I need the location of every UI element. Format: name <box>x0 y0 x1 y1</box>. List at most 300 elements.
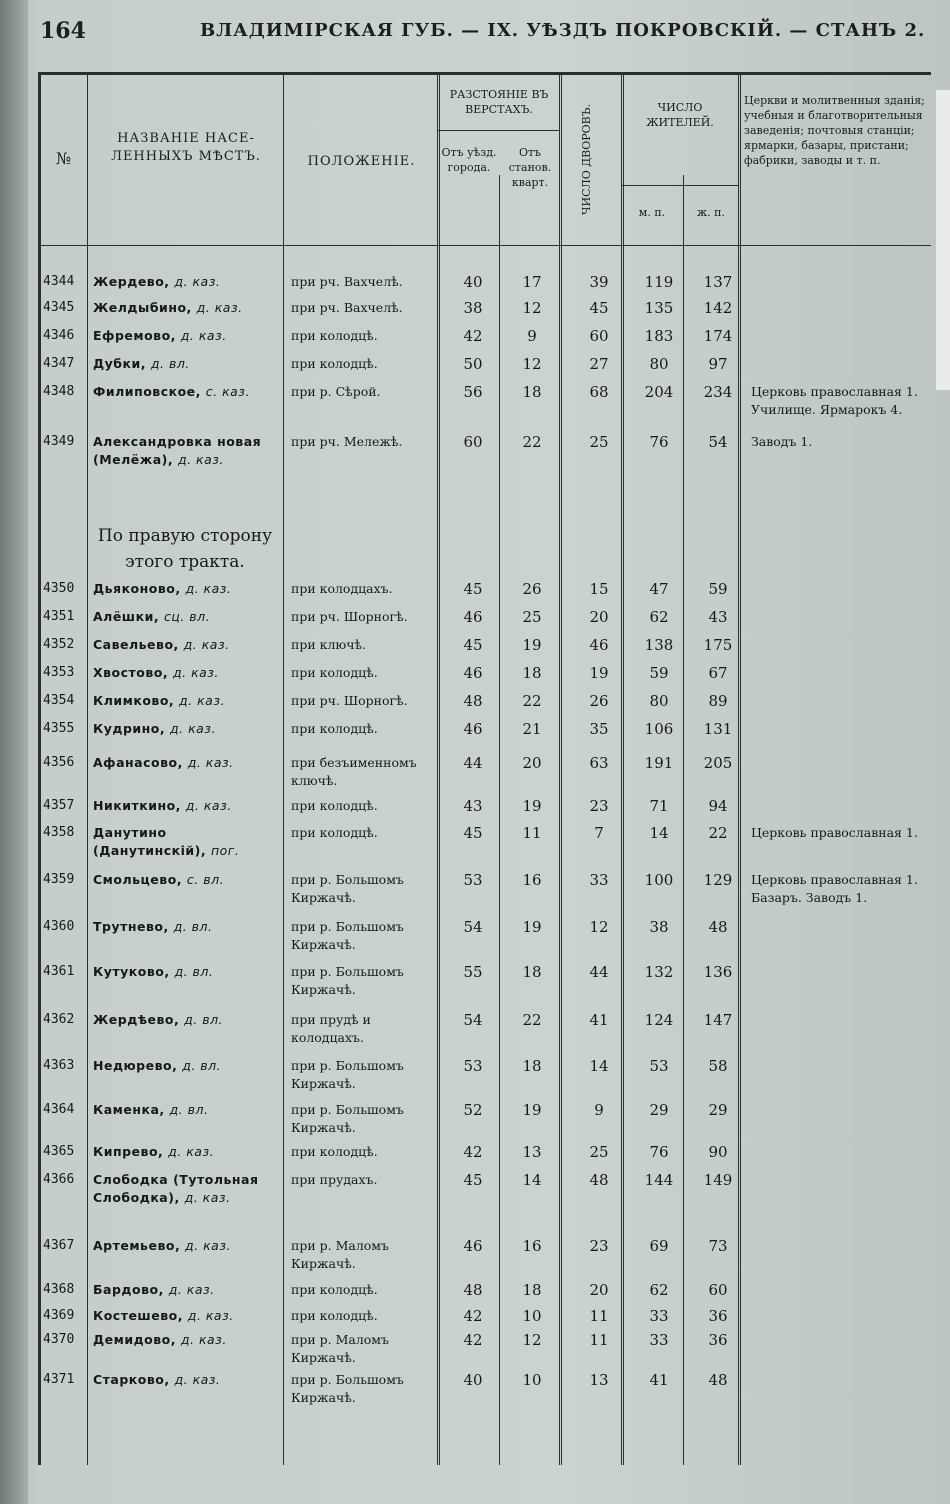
row-households: 9 <box>594 1101 604 1119</box>
row-name <box>93 327 273 345</box>
col-header-notes: Церкви и молитвенныя зданія; учебныя и благотворительныя заведенія; почтовыя станціи; ярмарки, базары, пристани; фабрики, заводы и т. п. <box>744 94 925 167</box>
settlement-name: Жердѣево, <box>93 1012 185 1027</box>
col-header-male: м. п. <box>638 206 666 219</box>
row-distance-city: 52 <box>463 1101 483 1119</box>
row-position: при р. Сѣрой. <box>291 384 381 399</box>
row-distance-stan: 13 <box>522 1143 542 1161</box>
row-distance-stan: 16 <box>522 1237 542 1255</box>
settlement-type: д. каз. <box>168 1282 215 1297</box>
row-distance-city: 38 <box>463 299 483 317</box>
row-number: 4358 <box>43 825 75 840</box>
row-male: 29 <box>649 1101 669 1119</box>
row-distance-city: 48 <box>463 692 483 710</box>
row-male: 38 <box>649 918 669 936</box>
row-name <box>93 1371 273 1389</box>
row-female: 234 <box>703 383 733 401</box>
row-notes: Церковь православная 1. Базаръ. Заводъ 1. <box>751 872 918 905</box>
subheader-rule <box>621 185 738 186</box>
row-number: 4361 <box>43 964 75 979</box>
row-distance-stan: 18 <box>522 1281 542 1299</box>
row-name <box>93 1171 273 1207</box>
row-female: 58 <box>708 1057 728 1075</box>
settlement-name: Жердево, <box>93 274 175 289</box>
col-header-position: ПОЛОЖЕНІЕ. <box>307 154 416 169</box>
row-households: 63 <box>589 754 609 772</box>
row-households: 14 <box>589 1057 609 1075</box>
row-position: при прудахъ. <box>291 1172 378 1187</box>
row-households: 20 <box>589 1281 609 1299</box>
row-name <box>93 299 273 317</box>
row-number: 4363 <box>43 1058 75 1073</box>
row-number: 4359 <box>43 872 75 887</box>
row-name <box>93 608 273 626</box>
settlement-type: д. каз. <box>179 693 225 708</box>
row-households: 23 <box>589 797 609 815</box>
settlement-type: д. вл. <box>150 356 190 371</box>
subheader-rule <box>437 130 559 131</box>
row-number: 4348 <box>43 384 75 399</box>
row-distance-city: 46 <box>463 720 483 738</box>
row-name <box>93 664 273 682</box>
row-position: при колодцѣ. <box>291 665 378 680</box>
row-number: 4364 <box>43 1102 75 1117</box>
row-notes: Заводъ 1. <box>751 434 813 449</box>
row-female: 90 <box>708 1143 728 1161</box>
row-number: 4350 <box>43 581 75 596</box>
row-name <box>93 824 273 860</box>
row-name <box>93 355 273 373</box>
settlement-name: Дьяконово, <box>93 581 186 596</box>
row-number: 4344 <box>43 274 75 289</box>
row-male: 62 <box>649 1281 669 1299</box>
row-male: 132 <box>644 963 674 981</box>
row-number: 4371 <box>43 1372 75 1387</box>
row-distance-stan: 17 <box>522 273 542 291</box>
col-header-distance: РАЗСТОЯНІЕ ВЪ ВЕРСТАХЪ. <box>449 88 549 116</box>
row-male: 33 <box>649 1331 669 1349</box>
row-distance-city: 54 <box>463 1011 483 1029</box>
settlement-type: д. каз. <box>180 328 227 343</box>
row-name <box>93 720 273 738</box>
row-distance-stan: 18 <box>522 963 542 981</box>
settlement-type: д. каз. <box>180 1332 227 1347</box>
row-male: 62 <box>649 608 669 626</box>
row-female: 89 <box>708 692 728 710</box>
settlement-name: Кипрево, <box>93 1144 169 1159</box>
row-distance-city: 50 <box>463 355 483 373</box>
row-households: 46 <box>589 636 609 654</box>
settlement-type: пог. <box>210 843 240 858</box>
settlement-name: Алёшки, <box>93 609 164 624</box>
row-female: 36 <box>708 1307 728 1325</box>
row-position: при р. Большомъ Киржачѣ. <box>291 919 404 952</box>
row-distance-city: 53 <box>463 871 483 889</box>
row-male: 47 <box>649 580 669 598</box>
row-female: 142 <box>703 299 733 317</box>
row-distance-city: 45 <box>463 1171 483 1189</box>
row-male: 135 <box>644 299 674 317</box>
settlement-name: Трутнево, <box>93 919 174 934</box>
settlement-name: Старково, <box>93 1372 175 1387</box>
row-distance-stan: 20 <box>522 754 542 772</box>
row-distance-stan: 19 <box>522 918 542 936</box>
settlement-type: д. каз. <box>168 1144 215 1159</box>
settlement-type: сц. вл. <box>163 609 211 624</box>
row-position: при колодцахъ. <box>291 581 393 596</box>
row-distance-city: 46 <box>463 608 483 626</box>
settlement-type: д. каз. <box>185 581 232 596</box>
row-male: 144 <box>644 1171 674 1189</box>
row-name <box>93 273 273 291</box>
row-female: 205 <box>703 754 733 772</box>
row-distance-stan: 14 <box>522 1171 542 1189</box>
row-name <box>93 797 273 815</box>
row-female: 67 <box>708 664 728 682</box>
settlement-type: с. каз. <box>205 384 250 399</box>
settlement-name: Александровка новая (Мелёжа), <box>93 434 262 467</box>
row-position: при колодцѣ. <box>291 798 378 813</box>
settlement-type: д. вл. <box>182 1058 222 1073</box>
row-female: 60 <box>708 1281 728 1299</box>
row-male: 124 <box>644 1011 674 1029</box>
settlement-name: Слободка (Тутольная Слободка), <box>93 1172 259 1205</box>
row-female: 59 <box>708 580 728 598</box>
row-households: 41 <box>589 1011 609 1029</box>
row-male: 71 <box>649 797 669 815</box>
row-name <box>93 918 273 936</box>
col-rule <box>437 75 440 1465</box>
row-distance-stan: 11 <box>522 824 542 842</box>
row-name <box>93 963 273 981</box>
row-households: 25 <box>589 1143 609 1161</box>
row-number: 4357 <box>43 798 75 813</box>
row-households: 7 <box>594 824 604 842</box>
row-male: 183 <box>644 327 674 345</box>
settlement-name: Климково, <box>93 693 180 708</box>
row-number: 4356 <box>43 755 75 770</box>
header-rule <box>41 245 931 246</box>
section-heading: По правую сторону этого тракта. <box>97 526 273 572</box>
row-female: 97 <box>708 355 728 373</box>
row-female: 147 <box>703 1011 733 1029</box>
row-position: при рч. Шорногѣ. <box>291 609 408 624</box>
row-position: при колодцѣ. <box>291 825 378 840</box>
row-name <box>93 754 273 772</box>
row-position: при р. Большомъ Киржачѣ. <box>291 1102 404 1135</box>
settlement-type: д. каз. <box>177 452 224 467</box>
row-position: при р. Большомъ Киржачѣ. <box>291 872 404 905</box>
row-households: 15 <box>589 580 609 598</box>
row-name <box>93 636 273 654</box>
row-households: 12 <box>589 918 609 936</box>
col-header-households: ЧИСЛО ДВОРОВЪ. <box>580 104 593 216</box>
row-distance-city: 45 <box>463 580 483 598</box>
row-female: 175 <box>703 636 733 654</box>
row-male: 80 <box>649 692 669 710</box>
row-number: 4368 <box>43 1282 75 1297</box>
row-name <box>93 1281 273 1299</box>
row-position: при колодцѣ. <box>291 1282 378 1297</box>
row-name <box>93 1011 273 1029</box>
col-header-name: НАЗВАНІЕ НАСЕ-ЛЕННЫХЪ МѢСТЪ. <box>111 131 261 164</box>
row-position: при рч. Вахчелѣ. <box>291 274 403 289</box>
row-position: при безъименномъ ключѣ. <box>291 755 417 788</box>
row-male: 138 <box>644 636 674 654</box>
row-distance-city: 48 <box>463 1281 483 1299</box>
settlement-name: Кудрино, <box>93 721 170 736</box>
col-header-female: ж. п. <box>697 206 725 219</box>
row-distance-city: 42 <box>463 1307 483 1325</box>
settlement-name: Данутино (Данутинскій), <box>93 825 211 858</box>
row-female: 73 <box>708 1237 728 1255</box>
row-households: 25 <box>589 433 609 451</box>
row-position: при р. Большомъ Киржачѣ. <box>291 964 404 997</box>
row-households: 11 <box>589 1331 609 1349</box>
settlement-type: д. вл. <box>173 919 213 934</box>
row-number: 4362 <box>43 1012 75 1027</box>
row-position: при рч. Мележѣ. <box>291 434 403 449</box>
row-position: при колодцѣ. <box>291 721 378 736</box>
row-male: 59 <box>649 664 669 682</box>
row-households: 48 <box>589 1171 609 1189</box>
row-distance-stan: 21 <box>522 720 542 738</box>
settlement-name: Недюрево, <box>93 1058 183 1073</box>
row-households: 35 <box>589 720 609 738</box>
row-households: 45 <box>589 299 609 317</box>
row-distance-stan: 12 <box>522 355 542 373</box>
row-position: при колодцѣ. <box>291 356 378 371</box>
row-female: 136 <box>703 963 733 981</box>
settlement-type: д. каз. <box>185 1238 231 1253</box>
row-male: 119 <box>644 273 674 291</box>
row-households: 20 <box>589 608 609 626</box>
row-position: при р. Маломъ Киржачѣ. <box>291 1332 389 1365</box>
row-position: при колодцѣ. <box>291 1308 378 1323</box>
settlement-type: д. каз. <box>196 300 243 315</box>
row-households: 68 <box>589 383 609 401</box>
settlement-type: д. вл. <box>184 1012 224 1027</box>
row-position: при колодцѣ. <box>291 328 378 343</box>
row-name <box>93 1143 273 1161</box>
col-header-from-stan: Отъ станов. кварт. <box>508 146 552 189</box>
col-rule <box>283 75 284 1465</box>
row-position: при р. Большомъ Киржачѣ. <box>291 1058 404 1091</box>
row-distance-city: 60 <box>463 433 483 451</box>
row-distance-city: 55 <box>463 963 483 981</box>
row-distance-city: 42 <box>463 327 483 345</box>
row-households: 27 <box>589 355 609 373</box>
settlement-name: Ефремово, <box>93 328 181 343</box>
row-female: 174 <box>703 327 733 345</box>
settlement-type: д. каз. <box>187 1308 234 1323</box>
row-distance-city: 44 <box>463 754 483 772</box>
row-female: 94 <box>708 797 728 815</box>
row-male: 41 <box>649 1371 669 1389</box>
row-distance-stan: 12 <box>522 299 542 317</box>
settlement-type: д. каз. <box>185 798 232 813</box>
row-female: 131 <box>703 720 733 738</box>
page-title: ВЛАДИМІРСКАЯ ГУБ. — IX. УѢЗДЪ ПОКРОВСКІЙ. — СТАНЪ 2. <box>200 20 926 41</box>
row-distance-stan: 22 <box>522 692 542 710</box>
row-position: при р. Маломъ Киржачѣ. <box>291 1238 389 1271</box>
row-female: 149 <box>703 1171 733 1189</box>
row-distance-city: 46 <box>463 1237 483 1255</box>
row-name <box>93 433 273 469</box>
row-female: 48 <box>708 1371 728 1389</box>
row-number: 4365 <box>43 1144 75 1159</box>
row-female: 22 <box>708 824 728 842</box>
row-households: 19 <box>589 664 609 682</box>
settlement-name: Костешево, <box>93 1308 188 1323</box>
row-male: 191 <box>644 754 674 772</box>
row-name <box>93 383 273 401</box>
row-distance-stan: 16 <box>522 871 542 889</box>
settlement-type: д. каз. <box>170 721 216 736</box>
row-households: 44 <box>589 963 609 981</box>
settlement-name: Филиповское, <box>93 384 206 399</box>
row-distance-city: 46 <box>463 664 483 682</box>
row-number: 4346 <box>43 328 75 343</box>
row-number: 4360 <box>43 919 75 934</box>
row-households: 11 <box>589 1307 609 1325</box>
settlement-name: Демидово, <box>93 1332 181 1347</box>
row-name <box>93 1237 273 1255</box>
page-number: 164 <box>40 18 86 44</box>
row-distance-stan: 19 <box>522 636 542 654</box>
settlement-type: д. каз. <box>187 755 234 770</box>
row-female: 36 <box>708 1331 728 1349</box>
settlement-name: Хвостово, <box>93 665 173 680</box>
settlements-table <box>38 72 931 1465</box>
row-number: 4355 <box>43 721 75 736</box>
row-position: при прудѣ и колодцахъ. <box>291 1012 371 1045</box>
col-header-num: № <box>55 149 73 168</box>
settlement-type: д. каз. <box>174 274 221 289</box>
row-distance-stan: 25 <box>522 608 542 626</box>
row-number: 4369 <box>43 1308 75 1323</box>
row-name <box>93 1307 273 1325</box>
row-distance-city: 56 <box>463 383 483 401</box>
row-notes: Церковь православная 1. <box>751 825 918 840</box>
row-number: 4349 <box>43 434 75 449</box>
row-number: 4367 <box>43 1238 75 1253</box>
row-distance-city: 40 <box>463 273 483 291</box>
row-distance-city: 43 <box>463 797 483 815</box>
row-female: 54 <box>708 433 728 451</box>
settlement-name: Желдыбино, <box>93 300 197 315</box>
row-position: при рч. Шорногѣ. <box>291 693 408 708</box>
row-number: 4370 <box>43 1332 75 1347</box>
settlement-type: с. вл. <box>186 872 225 887</box>
row-male: 33 <box>649 1307 669 1325</box>
row-male: 76 <box>649 433 669 451</box>
page-header <box>40 18 940 48</box>
row-distance-city: 45 <box>463 636 483 654</box>
row-households: 60 <box>589 327 609 345</box>
row-notes: Церковь православная 1. Училище. Ярмарокъ 4. <box>751 384 918 417</box>
row-name <box>93 1101 273 1119</box>
row-male: 14 <box>649 824 669 842</box>
page-edge <box>936 90 950 390</box>
row-households: 39 <box>589 273 609 291</box>
row-distance-city: 53 <box>463 1057 483 1075</box>
row-male: 76 <box>649 1143 669 1161</box>
col-header-from-city: Отъ уѣзд. города. <box>441 146 497 174</box>
row-male: 69 <box>649 1237 669 1255</box>
row-households: 13 <box>589 1371 609 1389</box>
row-distance-stan: 19 <box>522 1101 542 1119</box>
row-distance-city: 40 <box>463 1371 483 1389</box>
row-male: 80 <box>649 355 669 373</box>
row-name <box>93 580 273 598</box>
row-position: при рч. Вахчелѣ. <box>291 300 403 315</box>
settlement-name: Никиткино, <box>93 798 186 813</box>
row-male: 106 <box>644 720 674 738</box>
row-number: 4366 <box>43 1172 75 1187</box>
row-position: при колодцѣ. <box>291 1144 378 1159</box>
row-number: 4351 <box>43 609 75 624</box>
row-distance-city: 54 <box>463 918 483 936</box>
row-female: 129 <box>703 871 733 889</box>
row-distance-stan: 18 <box>522 1057 542 1075</box>
row-male: 53 <box>649 1057 669 1075</box>
row-position: при р. Большомъ Киржачѣ. <box>291 1372 404 1405</box>
row-distance-stan: 19 <box>522 797 542 815</box>
settlement-type: д. каз. <box>172 665 219 680</box>
row-households: 26 <box>589 692 609 710</box>
settlement-type: д. вл. <box>169 1102 209 1117</box>
row-male: 204 <box>644 383 674 401</box>
row-female: 137 <box>703 273 733 291</box>
row-female: 48 <box>708 918 728 936</box>
row-number: 4352 <box>43 637 75 652</box>
row-households: 33 <box>589 871 609 889</box>
row-name <box>93 692 273 710</box>
row-distance-city: 45 <box>463 824 483 842</box>
settlement-name: Дубки, <box>93 356 151 371</box>
settlement-name: Кутуково, <box>93 964 175 979</box>
settlement-name: Савельево, <box>93 637 184 652</box>
row-distance-stan: 12 <box>522 1331 542 1349</box>
row-name <box>93 1057 273 1075</box>
row-number: 4353 <box>43 665 75 680</box>
row-name <box>93 1331 273 1349</box>
settlement-name: Каменка, <box>93 1102 170 1117</box>
row-number: 4354 <box>43 693 75 708</box>
row-distance-stan: 22 <box>522 433 542 451</box>
row-female: 29 <box>708 1101 728 1119</box>
row-distance-stan: 26 <box>522 580 542 598</box>
row-distance-stan: 10 <box>522 1371 542 1389</box>
settlement-name: Афанасово, <box>93 755 188 770</box>
settlement-type: д. каз. <box>174 1372 221 1387</box>
col-header-inhabitants: ЧИСЛО ЖИТЕЛЕЙ. <box>646 101 714 129</box>
row-female: 43 <box>708 608 728 626</box>
settlement-name: Артемьево, <box>93 1238 186 1253</box>
row-name <box>93 871 273 889</box>
row-distance-city: 42 <box>463 1143 483 1161</box>
row-distance-stan: 18 <box>522 664 542 682</box>
row-distance-stan: 9 <box>527 327 537 345</box>
row-number: 4347 <box>43 356 75 371</box>
settlement-name: Смольцево, <box>93 872 187 887</box>
row-distance-stan: 10 <box>522 1307 542 1325</box>
settlement-type: д. каз. <box>183 637 230 652</box>
row-households: 23 <box>589 1237 609 1255</box>
row-distance-city: 42 <box>463 1331 483 1349</box>
settlement-name: Бардово, <box>93 1282 169 1297</box>
row-distance-stan: 22 <box>522 1011 542 1029</box>
